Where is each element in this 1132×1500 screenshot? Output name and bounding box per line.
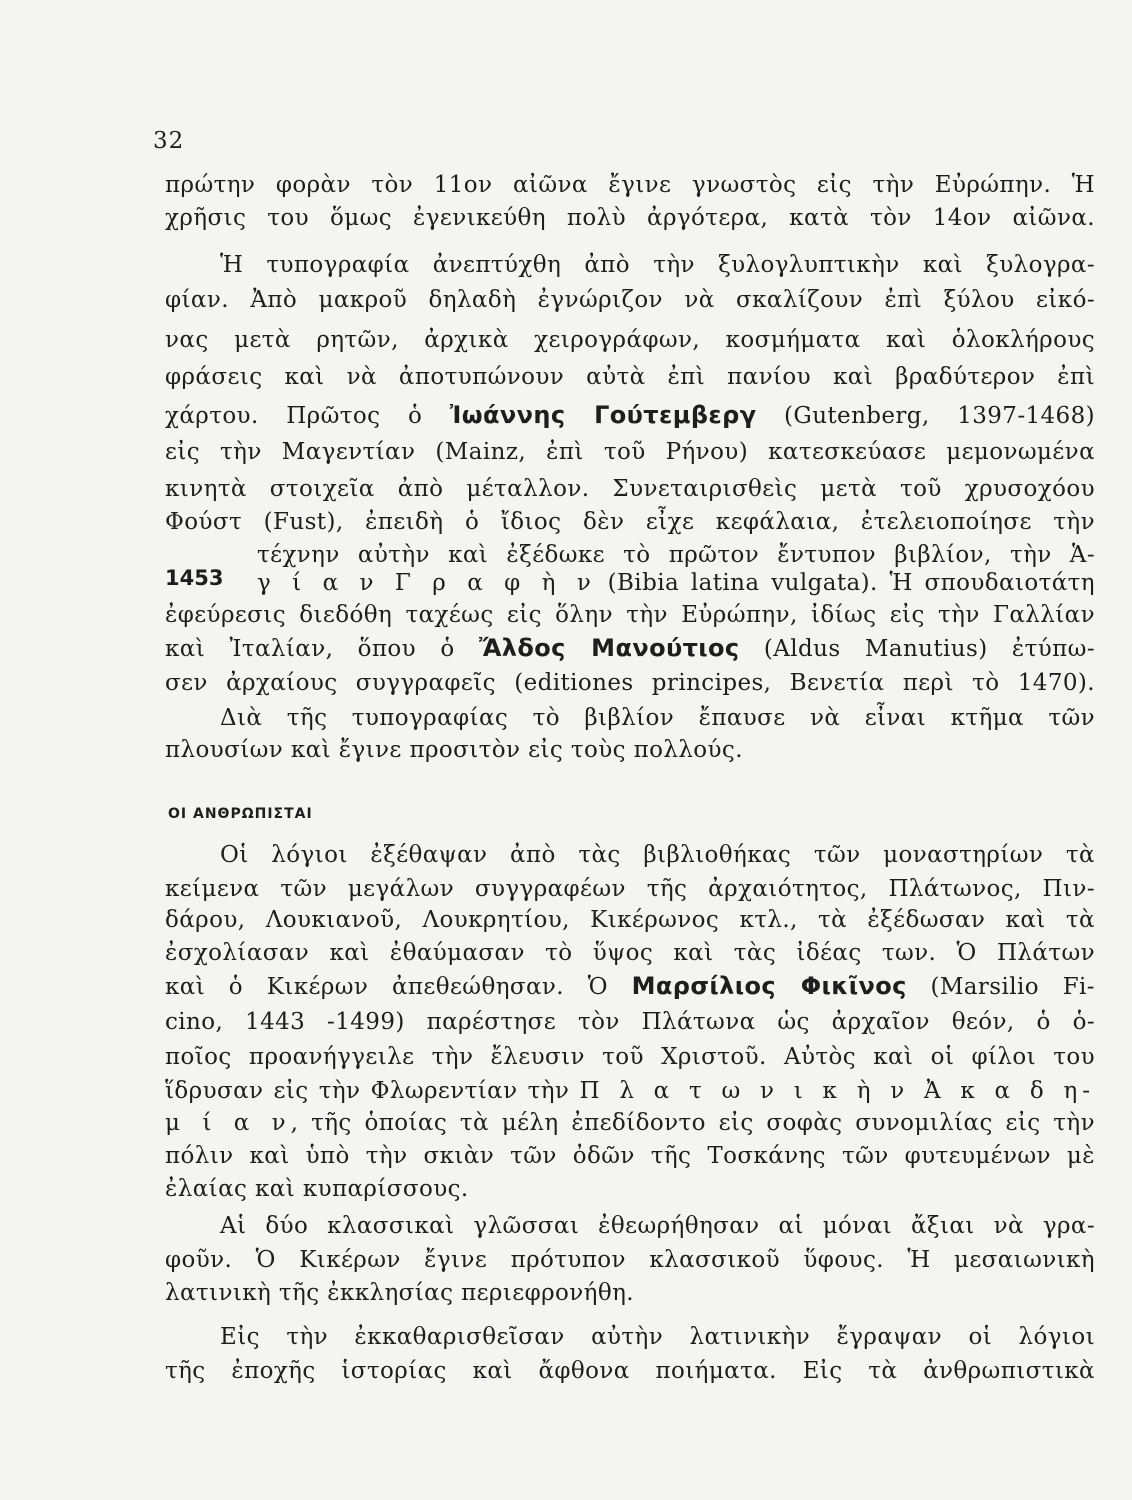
text-run: χάρτου. Πρῶτος ὁ xyxy=(165,403,450,429)
text-line: χρῆσις του ὅμως ἐγενικεύθη πολὺ ἀργότερα, κατὰ τὸν 14ον αἰῶνα. xyxy=(165,205,1095,231)
text-line: πλουσίων καὶ ἔγινε προσιτὸν εἰς τοὺς πολλούς. xyxy=(165,737,743,763)
text-line: Διὰ τῆς τυπογραφίας τὸ βιβλίον ἔπαυσε νὰ εἶναι κτῆμα τῶν xyxy=(220,705,1095,731)
text-line: Οἱ λόγιοι ἐξέθαψαν ἀπὸ τὰς βιβλιοθήκας τῶν μοναστηρίων τὰ xyxy=(220,842,1095,868)
text-line: σεν ἀρχαίους συγγραφεῖς (editiones principes, Βενετία περὶ τὸ 1470). xyxy=(165,670,1095,696)
name-ficino: Μαρσίλιος Φικῖνος xyxy=(631,972,907,1000)
text-line: ἐφεύρεσις διεδόθη ταχέως εἰς ὅλην τὴν Εὐρώπην, ἰδίως εἰς τὴν Γαλλίαν xyxy=(165,602,1095,628)
text-line: δάρου, Λουκιανοῦ, Λουκρητίου, Κικέρωνος κτλ., τὰ ἐξέδωσαν καὶ τὰ xyxy=(165,907,1095,933)
text-line xyxy=(257,568,1095,598)
name-aldus: Ἄλδος Μανούτιος xyxy=(478,634,740,662)
text-line xyxy=(165,400,1095,431)
text-line xyxy=(165,1108,1095,1138)
text-run: καὶ ὁ Κικέρων ἀπεθεώθησαν. Ὁ xyxy=(165,974,632,1000)
page-number: 32 xyxy=(153,128,185,154)
text-line: Ἡ τυπογραφία ἀνεπτύχθη ἀπὸ τὴν ξυλογλυπτικὴν καὶ ξυλογρα- xyxy=(220,252,1095,278)
text-line: πόλιν καὶ ὑπὸ τὴν σκιὰν τῶν ὀδῶν τῆς Τοσκάνης τῶν φυτευμένων μὲ xyxy=(165,1143,1095,1169)
text-line: κινητὰ στοιχεῖα ἀπὸ μέταλλον. Συνεταιρισθεὶς μετὰ τοῦ χρυσοχόου xyxy=(165,476,1095,502)
text-run: (Marsilio Fi- xyxy=(906,974,1095,1000)
spaced-title-academy: Π λ α τ ω ν ι κ ὴ ν Ἀ κ α δ η- xyxy=(579,1078,1095,1104)
text-line: κείμενα τῶν μεγάλων συγγραφέων τῆς ἀρχαιότητος, Πλάτωνος, Πιν- xyxy=(165,876,1095,902)
margin-year-note: 1453 xyxy=(165,566,224,590)
text-run: καὶ Ἰταλίαν, ὅπου ὁ xyxy=(165,636,479,662)
text-line: φράσεις καὶ νὰ ἀποτυπώνουν αὐτὰ ἐπὶ πανίου καὶ βραδύτερον ἐπὶ xyxy=(165,364,1095,390)
text-line: cino, 1443 -1499) παρέστησε τὸν Πλάτωνα ὡς ἀρχαῖον θεόν, ὁ ὁ- xyxy=(165,1009,1095,1035)
text-line: πρώτην φορὰν τὸν 11ον αἰῶνα ἔγινε γνωστὸς εἰς τὴν Εὐρώπην. Ἡ xyxy=(165,172,1095,198)
text-line: φοῦν. Ὁ Κικέρων ἔγινε πρότυπον κλασσικοῦ ὕφους. Ἡ μεσαιωνικὴ xyxy=(165,1247,1095,1273)
text-line: Φούστ (Fust), ἐπειδὴ ὁ ἴδιος δὲν εἶχε κεφάλαια, ἐτελειοποίησε τὴν xyxy=(165,509,1095,535)
text-line xyxy=(165,1076,1095,1106)
text-line xyxy=(165,633,1095,664)
text-run: (Gutenberg, 1397-1468) xyxy=(756,403,1095,429)
spaced-title-bible: γ ί α ν Γ ρ α φ ὴ ν xyxy=(257,570,596,596)
spaced-title-academy-end: μ ί α ν xyxy=(165,1110,291,1136)
text-line: Εἰς τὴν ἐκκαθαρισθεῖσαν αὐτὴν λατινικὴν ἔγραψαν οἱ λόγιοι xyxy=(220,1324,1095,1350)
section-heading: ΟΙ ΑΝΘΡΩΠΙΣΤΑΙ xyxy=(168,806,313,822)
text-line: φίαν. Ἀπὸ μακροῦ δηλαδὴ ἐγνώριζον νὰ σκαλίζουν ἐπὶ ξύλου εἰκό- xyxy=(165,287,1095,313)
text-run: (Aldus Manutius) ἐτύπω- xyxy=(739,636,1095,662)
text-line xyxy=(165,971,1095,1002)
text-line: λατινικὴ τῆς ἐκκλησίας περιεφρονήθη. xyxy=(165,1280,634,1306)
text-line: εἰς τὴν Μαγεντίαν (Mainz, ἐπὶ τοῦ Ρήνου) κατεσκεύασε μεμονωμένα xyxy=(165,439,1095,465)
text-line: τῆς ἐποχῆς ἱστορίας καὶ ἄφθονα ποιήματα. Εἰς τὰ ἀνθρωπιστικὰ xyxy=(165,1358,1095,1384)
text-line: νας μετὰ ρητῶν, ἀρχικὰ χειρογράφων, κοσμήματα καὶ ὁλοκλήρους xyxy=(165,327,1095,353)
text-line: ποῖος προανήγγειλε τὴν ἔλευσιν τοῦ Χριστοῦ. Αὐτὸς καὶ οἱ φίλοι του xyxy=(165,1044,1095,1070)
text-run: (Bibia latina vulgata). Ἡ σπουδαιοτάτη xyxy=(595,570,1095,596)
text-line: τέχνην αὐτὴν καὶ ἐξέδωκε τὸ πρῶτον ἔντυπον βιβλίον, τὴν Ἁ- xyxy=(257,542,1095,568)
text-run: , τῆς ὁποίας τὰ μέλη ἐπεδίδοντο εἰς σοφὰς συνομιλίας εἰς τὴν xyxy=(290,1110,1095,1136)
text-line: ἐσχολίασαν καὶ ἐθαύμασαν τὸ ὕψος καὶ τὰς ἰδέας των. Ὁ Πλάτων xyxy=(165,940,1095,966)
name-gutenberg: Ἰωάννης Γούτεμβεργ xyxy=(449,401,757,429)
text-line: Αἱ δύο κλασσικαὶ γλῶσσαι ἐθεωρήθησαν αἱ μόναι ἄξιαι νὰ γρα- xyxy=(220,1213,1095,1239)
text-run: ἵδρυσαν εἰς τὴν Φλωρεντίαν τὴν xyxy=(165,1078,580,1104)
text-line: ἐλαίας καὶ κυπαρίσσους. xyxy=(165,1176,469,1202)
